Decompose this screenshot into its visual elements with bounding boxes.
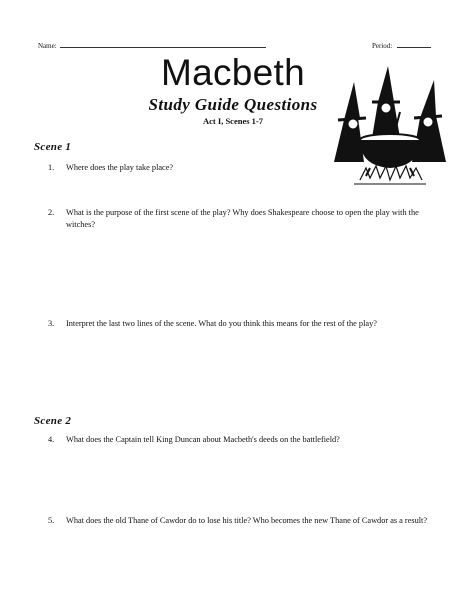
question-number: 3.	[48, 319, 55, 328]
period-blank-line[interactable]	[397, 40, 431, 48]
question-text: What does the old Thane of Cawdor do to lose his title? Who becomes the new Thane of Cawdor as a result?	[66, 516, 428, 525]
question-text: Interpret the last two lines of the scene. What do you think this means for the rest of the play?	[66, 319, 377, 328]
question-number: 5.	[48, 516, 55, 525]
question-item	[48, 434, 438, 446]
question-item	[48, 318, 438, 330]
question-item	[48, 207, 438, 231]
act-label: Act I, Scenes 1-7	[203, 116, 263, 126]
question-number: 1.	[48, 163, 55, 172]
scene-heading: Scene 2	[34, 415, 72, 427]
period-field	[372, 40, 431, 50]
question-item	[48, 162, 438, 174]
period-label: Period:	[372, 42, 393, 50]
question-text: What does the Captain tell King Duncan about Macbeth's deeds on the battlefield?	[66, 435, 340, 444]
question-text: Where does the play take place?	[66, 163, 174, 172]
question-text: What is the purpose of the first scene of the play? Why does Shakespeare choose to open the play with the witches?	[66, 208, 419, 229]
scene-heading: Scene 1	[34, 141, 72, 153]
name-label: Name:	[38, 42, 57, 50]
question-number: 4.	[48, 435, 55, 444]
name-field	[38, 40, 266, 50]
question-item	[48, 515, 438, 527]
name-blank-line[interactable]	[60, 40, 266, 48]
page-title: Macbeth	[160, 52, 305, 93]
question-number: 2.	[48, 208, 55, 217]
page-subtitle: Study Guide Questions	[148, 95, 318, 114]
